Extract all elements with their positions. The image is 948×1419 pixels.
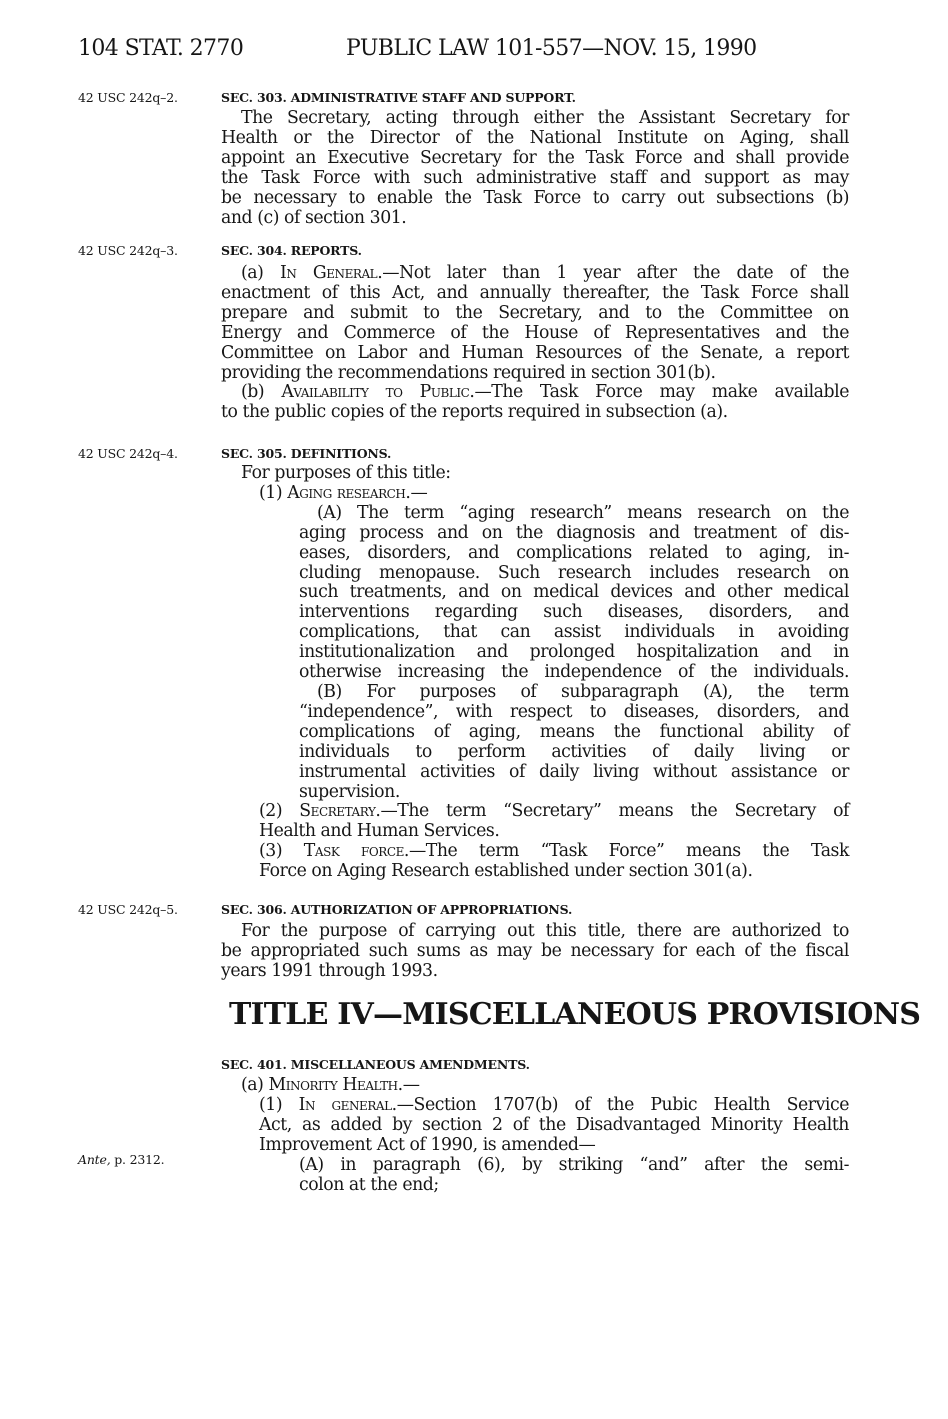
paragraph-caption: Secretary. (299, 801, 381, 822)
text-line: Energy and Commerce of the House of Representatives and the (221, 322, 849, 343)
text-line: enactment of this Act, and annually thereafter, the Task Force shall (221, 282, 849, 303)
text-line: individuals to perform activities of daily living or (299, 741, 849, 762)
text-line: Health and Human Services. (259, 821, 500, 842)
text-line: (A) The term “aging research” means research on the (317, 502, 849, 523)
section-305-text (221, 464, 849, 882)
text-line: Health or the Director of the National Institute on Aging, shall (221, 127, 849, 148)
text-line: For the purpose of carrying out this title, there are authorized to (241, 921, 849, 941)
margin-note-usc: 42 USC 242q–2. (78, 90, 178, 105)
margin-note-usc: 42 USC 242q–3. (78, 243, 178, 258)
text-line: Force on Aging Research established under section 301(a). (259, 861, 753, 882)
paragraph-caption: In General. (279, 263, 383, 283)
section-heading: SEC. 306. AUTHORIZATION OF APPROPRIATIONS. (221, 902, 573, 917)
paragraph-caption: Availability to Public. (281, 382, 475, 403)
text-line: (a) Minority Health.— (241, 1075, 420, 1095)
text-line: institutionalization and prolonged hospitalization and in (299, 642, 849, 663)
section-306-text (221, 922, 849, 982)
stat-citation: 104 STAT. 2770 (78, 36, 244, 61)
page-header (78, 36, 908, 66)
paragraph-caption: Task force. (303, 841, 409, 862)
paragraph-caption: Minority Health. (268, 1075, 403, 1095)
section-heading: SEC. 401. MISCELLANEOUS AMENDMENTS. (221, 1057, 530, 1072)
text-line: (A) in paragraph (6), by striking “and” after the semi- (299, 1154, 849, 1175)
paragraph-1 (259, 1096, 849, 1156)
text-line: aging process and on the diagnosis and treatment of dis- (299, 522, 849, 543)
text-line: be appropriated such sums as may be necessary for each of the fiscal (221, 940, 849, 961)
text-line: years 1991 through 1993. (221, 960, 438, 981)
section-heading: SEC. 303. ADMINISTRATIVE STAFF AND SUPPORT. (221, 90, 576, 105)
text-line: Committee on Labor and Human Resources of the Senate, a report (221, 342, 849, 363)
text-line: complications, that can assist individuals in avoiding (299, 622, 849, 643)
text-line: supervision. (299, 781, 400, 802)
text-line: appoint an Executive Secretary for the Task Force and shall provide (221, 147, 849, 168)
text-line: interventions regarding such diseases, disorders, and (299, 602, 849, 623)
margin-note-usc: 42 USC 242q–5. (78, 902, 178, 917)
text-line: (1) Aging research.— (259, 482, 428, 503)
text-line: eases, disorders, and complications related to aging, in- (299, 542, 849, 563)
paragraph-caption: Aging research. (287, 482, 411, 503)
text-line: cluding menopause. Such research includes research on (299, 562, 849, 583)
text-line: Improvement Act of 1990, is amended— (259, 1134, 596, 1155)
text-line: (B) For purposes of subparagraph (A), the term (317, 681, 849, 702)
text-line: (b) Availability to Public.—The Task Force may make available (241, 382, 849, 403)
section-304-text (221, 264, 849, 423)
text-line: providing the recommendations required in section 301(b). (221, 362, 716, 383)
text-line: to the public copies of the reports required in subsection (a). (221, 402, 728, 423)
text-line: (2) Secretary.—The term “Secretary” means the Secretary of (259, 801, 849, 822)
text-line: such treatments, and on medical devices and other medical (299, 582, 849, 603)
text-line: (a) In General.—Not later than 1 year after the date of the (241, 263, 850, 283)
text-line: (1) In general.—Section 1707(b) of the Pubic Health Service (259, 1094, 849, 1115)
paragraph-2 (259, 802, 849, 882)
text-line: Act, as added by section 2 of the Disadvantaged Minority Health (259, 1114, 849, 1135)
margin-note-ante: Ante, p. 2312. (78, 1152, 165, 1167)
section-heading: SEC. 305. DEFINITIONS. (221, 446, 392, 461)
title-heading: TITLE IV—MISCELLANEOUS PROVISIONS (229, 997, 921, 1032)
section-303-text (221, 109, 849, 228)
text-line: instrumental activities of daily living without assistance or (299, 761, 849, 782)
text-line: and (c) of section 301. (221, 207, 407, 228)
subparagraph-b (299, 683, 849, 802)
text-line: otherwise increasing the independence of the individuals. (299, 662, 849, 683)
text-line: “independence”, with respect to diseases, disorders, and (299, 701, 849, 722)
text-line: prepare and submit to the Secretary, and to the Committee on (221, 302, 849, 323)
margin-note-usc: 42 USC 242q–4. (78, 446, 178, 461)
text-line: (3) Task force.—The term “Task Force” means the Task (259, 841, 849, 862)
text-line: The Secretary, acting through either the Assistant Secretary for (241, 108, 849, 128)
text-line: be necessary to enable the Task Force to carry out subsections (b) (221, 187, 849, 208)
text-line: colon at the end; (299, 1174, 439, 1195)
text-line: For purposes of this title: (241, 463, 451, 483)
subparagraph-a (299, 504, 849, 683)
section-401-text (221, 1076, 849, 1195)
section-heading: SEC. 304. REPORTS. (221, 243, 362, 258)
text-line: complications of aging, means the functional ability of (299, 721, 849, 742)
paragraph-caption: In general. (298, 1094, 397, 1115)
subparagraph-a (299, 1156, 849, 1196)
public-law-citation: PUBLIC LAW 101-557—NOV. 15, 1990 (346, 36, 757, 61)
text-line: the Task Force with such administrative staff and support as may (221, 167, 849, 188)
